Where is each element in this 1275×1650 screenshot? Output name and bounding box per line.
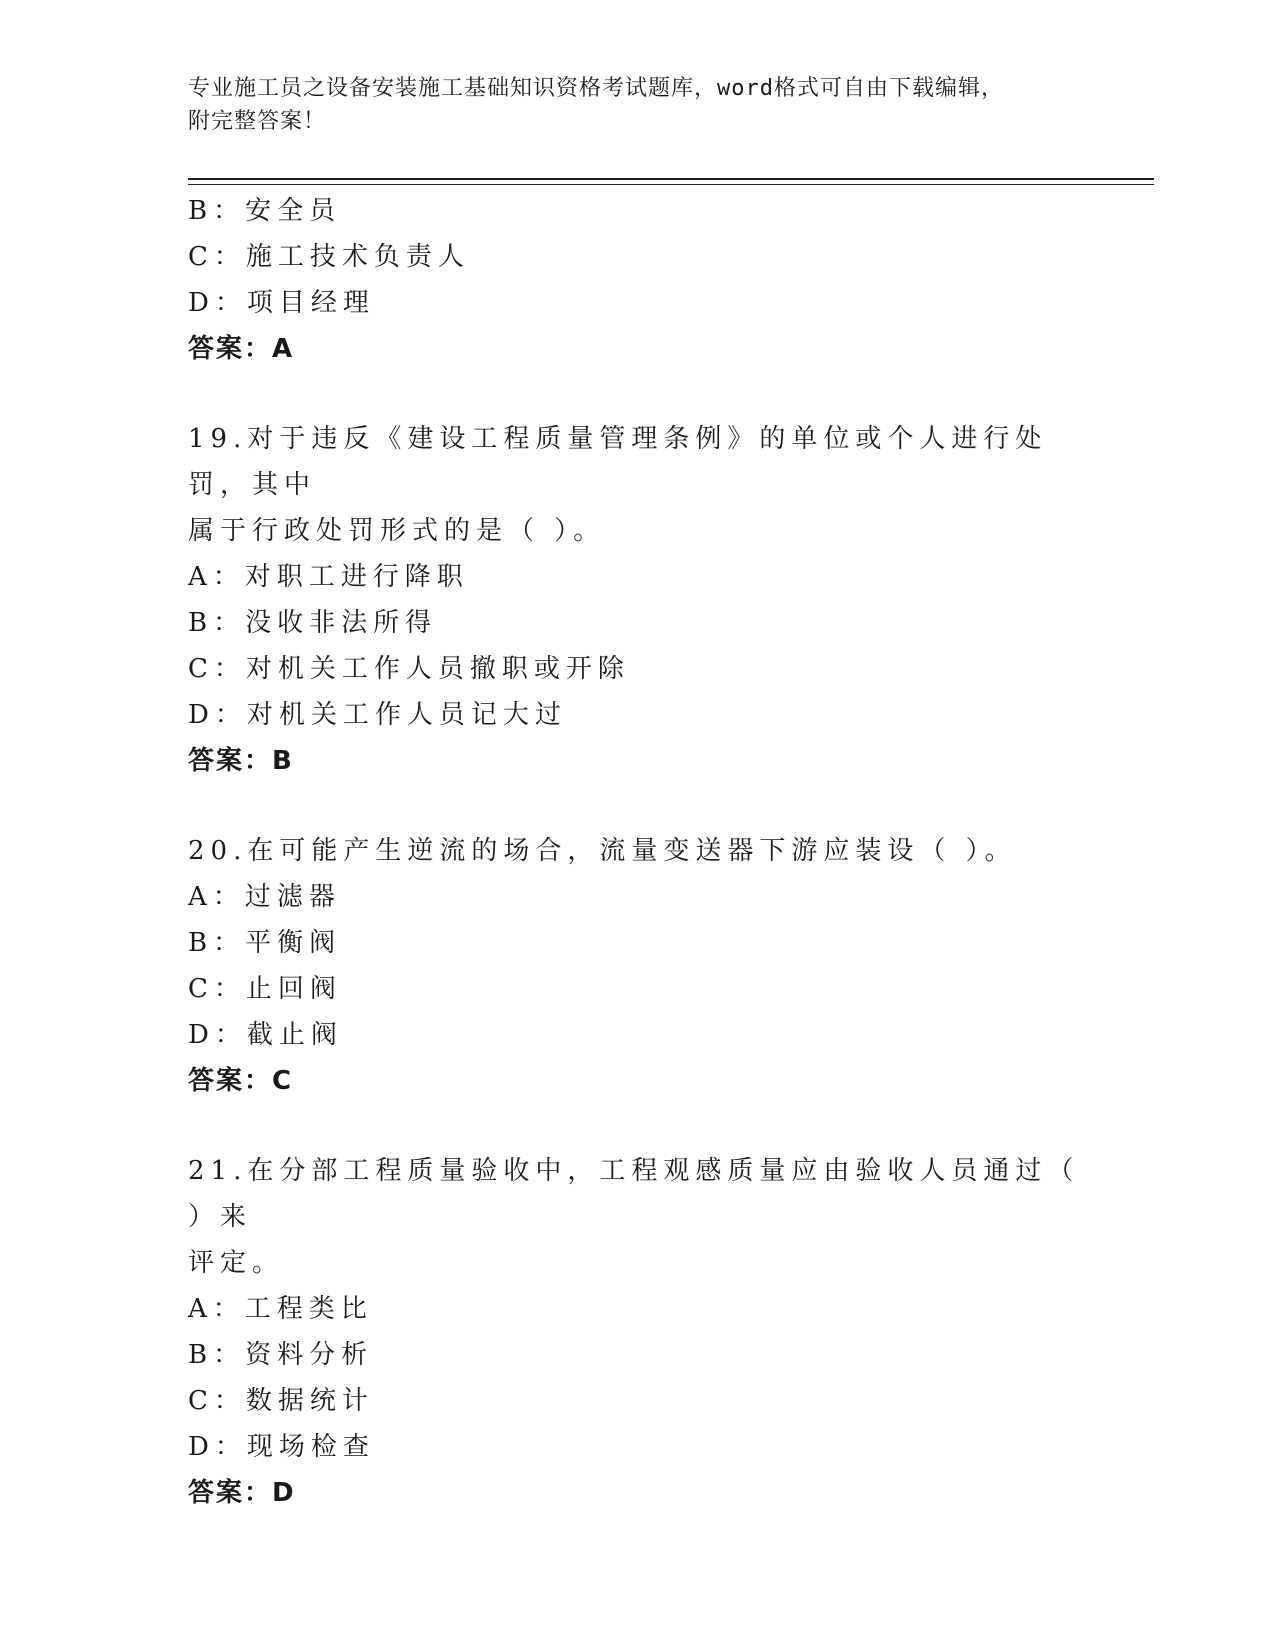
option-c: C：止回阀 xyxy=(188,974,342,1004)
answer: 答案：A xyxy=(188,334,295,364)
spacer xyxy=(188,1104,1088,1148)
option-a: A：过滤器 xyxy=(188,882,341,912)
question-21 xyxy=(188,1148,1088,1516)
question-stem-line-1: 19.对于违反《建设工程质量管理条例》的单位或个人进行处罚，其中 xyxy=(188,424,1048,500)
question-stem-line-1: 21.在分部工程质量验收中，工程观感质量应由验收人员通过（ ）来 xyxy=(188,1156,1080,1232)
question-stem-line-1: 20.在可能产生逆流的场合，流量变送器下游应装设（ ）。 xyxy=(188,836,1017,866)
question-20 xyxy=(188,828,1088,1104)
question-18-tail xyxy=(188,188,1088,372)
question-stem-line-2: 属于行政处罚形式的是（ ）。 xyxy=(188,516,606,546)
answer: 答案：B xyxy=(188,746,294,776)
page-header xyxy=(188,72,1068,138)
option-c: C：数据统计 xyxy=(188,1386,374,1416)
option-a: A：对职工进行降职 xyxy=(188,562,469,592)
option-b: B：资料分析 xyxy=(188,1340,374,1370)
header-line-2: 附完整答案！ xyxy=(188,109,327,134)
answer: 答案：D xyxy=(188,1478,296,1508)
spacer xyxy=(188,372,1088,416)
spacer xyxy=(188,784,1088,828)
question-19 xyxy=(188,416,1088,784)
question-stem-line-2: 评定。 xyxy=(188,1248,285,1278)
header-rule-thick xyxy=(188,178,1154,180)
option-d: D：项目经理 xyxy=(188,288,375,318)
option-a: A：工程类比 xyxy=(188,1294,373,1324)
option-b: B：平衡阀 xyxy=(188,928,342,958)
question-list xyxy=(188,188,1088,1516)
option-b: B：安全员 xyxy=(188,196,342,226)
option-c: C：施工技术负责人 xyxy=(188,242,470,272)
option-c: C：对机关工作人员撤职或开除 xyxy=(188,654,630,684)
option-d: D：对机关工作人员记大过 xyxy=(188,700,567,730)
option-d: D：截止阀 xyxy=(188,1020,343,1050)
answer: 答案：C xyxy=(188,1066,294,1096)
option-b: B：没收非法所得 xyxy=(188,608,438,638)
header-line-1: 专业施工员之设备安装施工基础知识资格考试题库，word格式可自由下载编辑， xyxy=(188,76,1004,101)
header-rule-thin xyxy=(188,184,1154,185)
option-d: D：现场检查 xyxy=(188,1432,375,1462)
